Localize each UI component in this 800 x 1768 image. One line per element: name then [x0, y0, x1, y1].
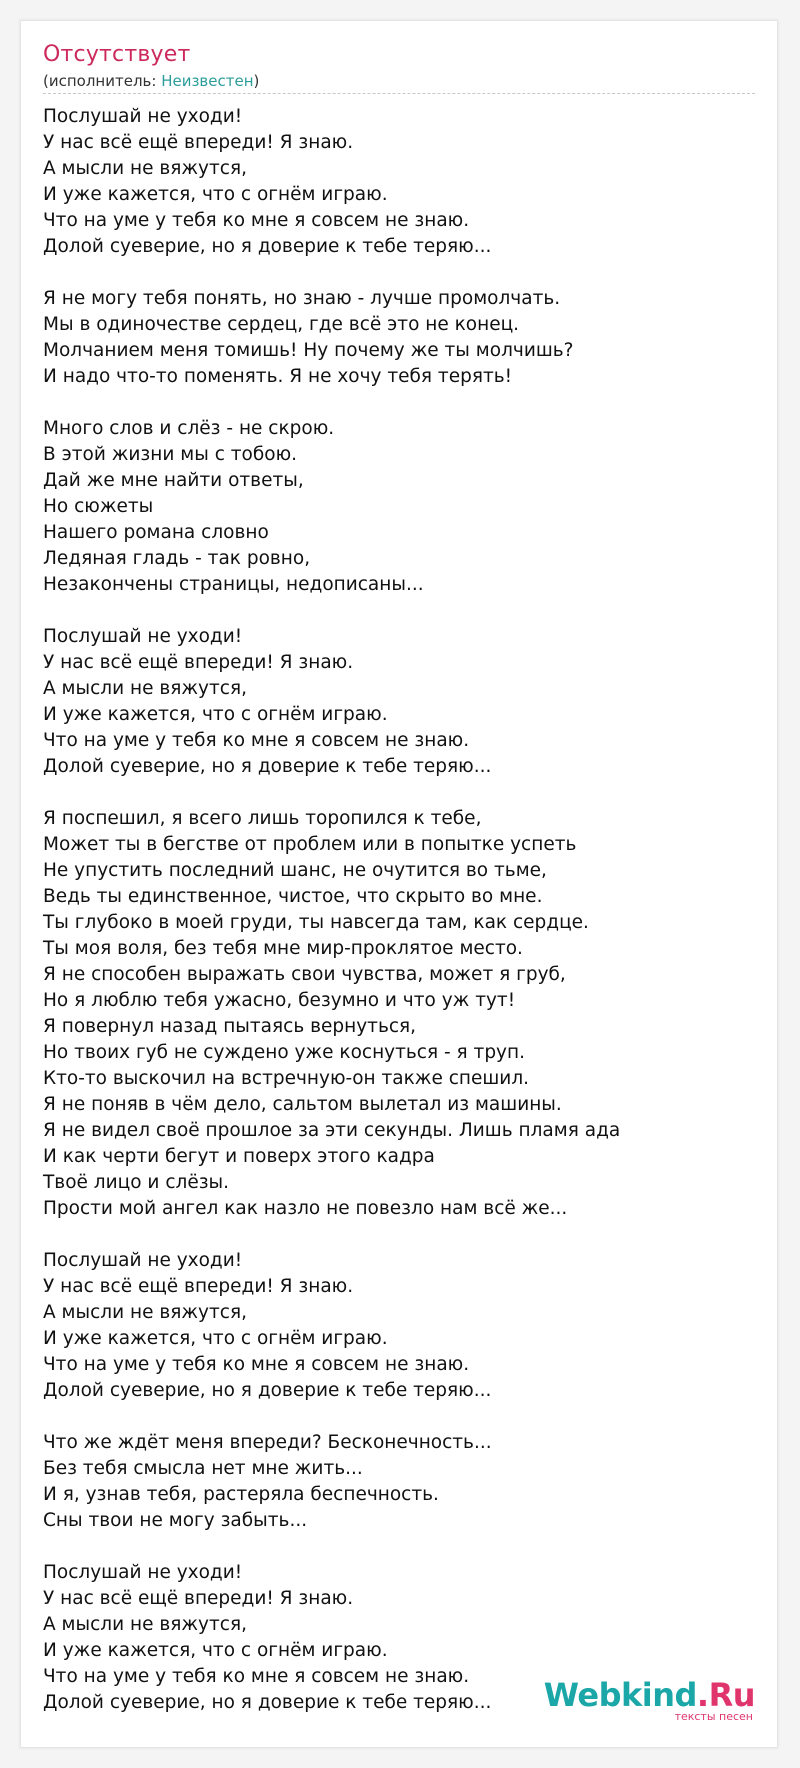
lyrics-card: [20, 20, 778, 1748]
lyric-line: Сны твои не могу забыть...: [43, 1510, 308, 1531]
lyric-line: А мысли не вяжутся,: [43, 678, 247, 699]
lyric-line: И уже кажется, что с огнём играю.: [43, 1328, 388, 1349]
lyric-line: Но твоих губ не суждено уже коснуться - я труп.: [43, 1042, 525, 1063]
lyric-line: Кто-то выскочил на встречную-он также спешил.: [43, 1068, 530, 1089]
lyric-line: Что на уме у тебя ко мне я совсем не знаю.: [43, 730, 470, 751]
lyric-line: Я поспешил, я всего лишь торопился к тебе,: [43, 808, 482, 829]
lyric-line: Ты глубоко в моей груди, ты навсегда там, как сердце.: [43, 912, 589, 933]
stanza-gap: [43, 1404, 757, 1430]
lyric-line: В этой жизни мы с тобою.: [43, 444, 298, 465]
lyric-line: Прости мой ангел как назло не повезло нам всё же...: [43, 1198, 568, 1219]
lyric-line: Долой суеверие, но я доверие к тебе теряю...: [43, 1692, 492, 1713]
lyric-line: Много слов и слёз - не скрою.: [43, 418, 335, 439]
lyric-line: Долой суеверие, но я доверие к тебе теряю...: [43, 236, 492, 257]
logo-main-text: Webkind: [543, 1676, 697, 1714]
lyric-line: У нас всё ещё впереди! Я знаю.: [43, 1276, 354, 1297]
lyric-line: И я, узнав тебя, растеряла беспечность.: [43, 1484, 439, 1505]
lyric-line: И как черти бегут и поверх этого кадра: [43, 1146, 435, 1167]
stanza-gap: [43, 1534, 757, 1560]
lyric-line: Послушай не уходи!: [43, 1250, 243, 1271]
lyric-line: Я не могу тебя понять, но знаю - лучше промолчать.: [43, 288, 561, 309]
lyric-line: Послушай не уходи!: [43, 1562, 243, 1583]
lyric-line: Я не видел своё прошлое за эти секунды. Лишь пламя ада: [43, 1120, 621, 1141]
lyric-line: Послушай не уходи!: [43, 106, 243, 127]
lyric-line: А мысли не вяжутся,: [43, 158, 247, 179]
lyric-line: Что на уме у тебя ко мне я совсем не знаю.: [43, 1354, 470, 1375]
lyric-line: У нас всё ещё впереди! Я знаю.: [43, 1588, 354, 1609]
lyric-line: И уже кажется, что с огнём играю.: [43, 704, 388, 725]
lyric-line: Долой суеверие, но я доверие к тебе теряю...: [43, 756, 492, 777]
lyric-line: Незакончены страницы, недописаны...: [43, 574, 424, 595]
lyric-line: Что на уме у тебя ко мне я совсем не знаю.: [43, 210, 470, 231]
lyric-line: Ведь ты единственное, чистое, что скрыто во мне.: [43, 886, 543, 907]
lyrics-body: [43, 104, 757, 1716]
stanza-gap: [43, 598, 757, 624]
lyric-line: И уже кажется, что с огнём играю.: [43, 184, 388, 205]
logo-tagline: тексты песен: [674, 1710, 753, 1723]
lyric-line: Может ты в бегстве от проблем или в попытке успеть: [43, 834, 577, 855]
lyric-line: Что же ждёт меня впереди? Бесконечность...: [43, 1432, 492, 1453]
lyric-line: У нас всё ещё впереди! Я знаю.: [43, 652, 354, 673]
song-header: [43, 41, 755, 91]
logo-wordmark: [544, 1677, 755, 1713]
artist-line: [43, 71, 755, 91]
header-divider: [43, 93, 755, 94]
lyric-line: А мысли не вяжутся,: [43, 1614, 247, 1635]
lyric-line: Я не поняв в чём дело, сальтом вылетал из машины.: [43, 1094, 562, 1115]
lyric-line: Мы в одиночестве сердец, где всё это не конец.: [43, 314, 520, 335]
lyric-line: Но сюжеты: [43, 496, 154, 517]
lyric-line: Нашего романа словно: [43, 522, 269, 543]
lyric-line: Послушай не уходи!: [43, 626, 243, 647]
site-logo[interactable]: [543, 1676, 755, 1723]
artist-link[interactable]: Неизвестен: [161, 72, 254, 90]
lyric-line: Без тебя смысла нет мне жить...: [43, 1458, 363, 1479]
lyric-line: Ты моя воля, без тебя мне мир-проклятое место.: [43, 938, 523, 959]
lyric-line: Я не способен выражать свои чувства, может я груб,: [43, 964, 566, 985]
artist-suffix: ): [253, 72, 260, 90]
stanza-gap: [43, 1222, 757, 1248]
lyric-line: Дай же мне найти ответы,: [43, 470, 304, 491]
lyric-line: И надо что-то поменять. Я не хочу тебя терять!: [43, 366, 513, 387]
lyric-line: Но я люблю тебя ужасно, безумно и что уж тут!: [43, 990, 516, 1011]
stanza-gap: [43, 390, 757, 416]
lyric-line: И уже кажется, что с огнём играю.: [43, 1640, 388, 1661]
lyric-line: Ледяная гладь - так ровно,: [43, 548, 311, 569]
stanza-gap: [43, 260, 757, 286]
lyric-line: Не упустить последний шанс, не очутится во тьме,: [43, 860, 547, 881]
lyric-line: Молчанием меня томишь! Ну почему же ты молчишь?: [43, 340, 574, 361]
lyric-line: Я повернул назад пытаясь вернуться,: [43, 1016, 417, 1037]
lyric-line: Долой суеверие, но я доверие к тебе теряю...: [43, 1380, 492, 1401]
lyric-line: У нас всё ещё впереди! Я знаю.: [43, 132, 354, 153]
lyric-line: Твоё лицо и слёзы.: [43, 1172, 230, 1193]
lyric-line: Что на уме у тебя ко мне я совсем не знаю.: [43, 1666, 470, 1687]
lyric-line: А мысли не вяжутся,: [43, 1302, 247, 1323]
stanza-gap: [43, 780, 757, 806]
artist-prefix: (исполнитель:: [43, 72, 162, 90]
song-title: Отсутствует: [43, 42, 191, 67]
logo-tld: .Ru: [696, 1676, 755, 1714]
